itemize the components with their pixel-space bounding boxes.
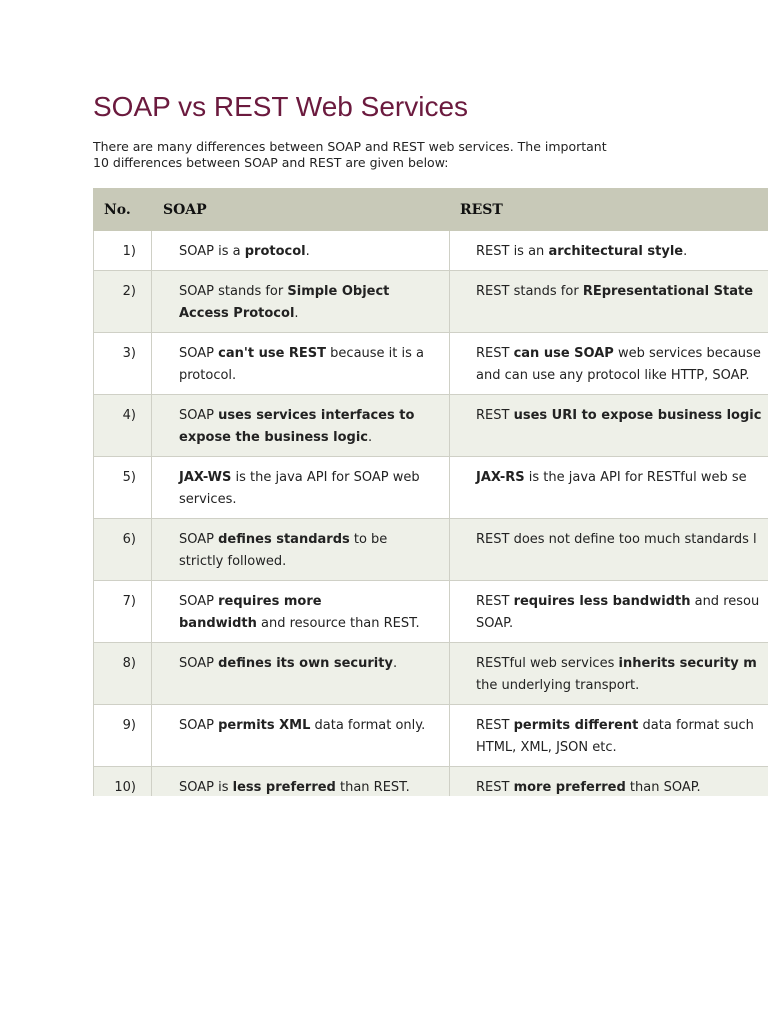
rest-cell: REST requires less bandwidth and resou SOAP. [450, 580, 768, 642]
table-row [94, 642, 768, 704]
table-row [94, 332, 768, 394]
intro-line-1: There are many differences between SOAP and REST web services. The important [93, 139, 607, 154]
row-number: 8) [94, 642, 152, 704]
table-row [94, 394, 768, 456]
rest-cell: REST permits different data format such HTML, XML, JSON etc. [450, 704, 768, 766]
header-soap: SOAP [152, 189, 450, 231]
table-row [94, 456, 768, 518]
row-number: 5) [94, 456, 152, 518]
row-number: 3) [94, 332, 152, 394]
page-title: SOAP vs REST Web Services [93, 91, 469, 122]
table-header-row [94, 189, 768, 231]
table-row [94, 231, 768, 271]
rest-cell: REST is an architectural style. [450, 231, 768, 271]
soap-cell: SOAP defines standards to be strictly followed. [152, 518, 450, 580]
table-row [94, 580, 768, 642]
intro-paragraph [93, 139, 713, 171]
row-number: 6) [94, 518, 152, 580]
row-number: 10) [94, 766, 152, 796]
soap-cell: SOAP is a protocol. [152, 231, 450, 271]
row-number: 1) [94, 231, 152, 271]
rest-cell: JAX-RS is the java API for RESTful web se [450, 456, 768, 518]
rest-cell: REST stands for REpresentational State [450, 270, 768, 332]
header-no: No. [94, 189, 152, 231]
row-number: 9) [94, 704, 152, 766]
soap-cell: SOAP requires more bandwidth and resource than REST. [152, 580, 450, 642]
table-row [94, 518, 768, 580]
comparison-table [93, 188, 768, 796]
row-number: 7) [94, 580, 152, 642]
soap-cell: SOAP permits XML data format only. [152, 704, 450, 766]
table-row [94, 766, 768, 796]
comparison-table-container [93, 188, 768, 796]
rest-cell: REST can use SOAP web services because and can use any protocol like HTTP, SOAP. [450, 332, 768, 394]
soap-cell: SOAP uses services interfaces to expose the business logic. [152, 394, 450, 456]
table-row [94, 270, 768, 332]
table-body [94, 231, 768, 797]
row-number: 2) [94, 270, 152, 332]
soap-cell: SOAP stands for Simple Object Access Protocol. [152, 270, 450, 332]
soap-cell: JAX-WS is the java API for SOAP web services. [152, 456, 450, 518]
intro-line-2: 10 differences between SOAP and REST are given below: [93, 155, 449, 170]
soap-cell: SOAP defines its own security. [152, 642, 450, 704]
rest-cell: REST does not define too much standards l [450, 518, 768, 580]
soap-cell: SOAP is less preferred than REST. [152, 766, 450, 796]
header-rest: REST [450, 189, 768, 231]
rest-cell: REST more preferred than SOAP. [450, 766, 768, 796]
row-number: 4) [94, 394, 152, 456]
table-row [94, 704, 768, 766]
rest-cell: REST uses URI to expose business logic [450, 394, 768, 456]
soap-cell: SOAP can't use REST because it is a protocol. [152, 332, 450, 394]
rest-cell: RESTful web services inherits security m the underlying transport. [450, 642, 768, 704]
